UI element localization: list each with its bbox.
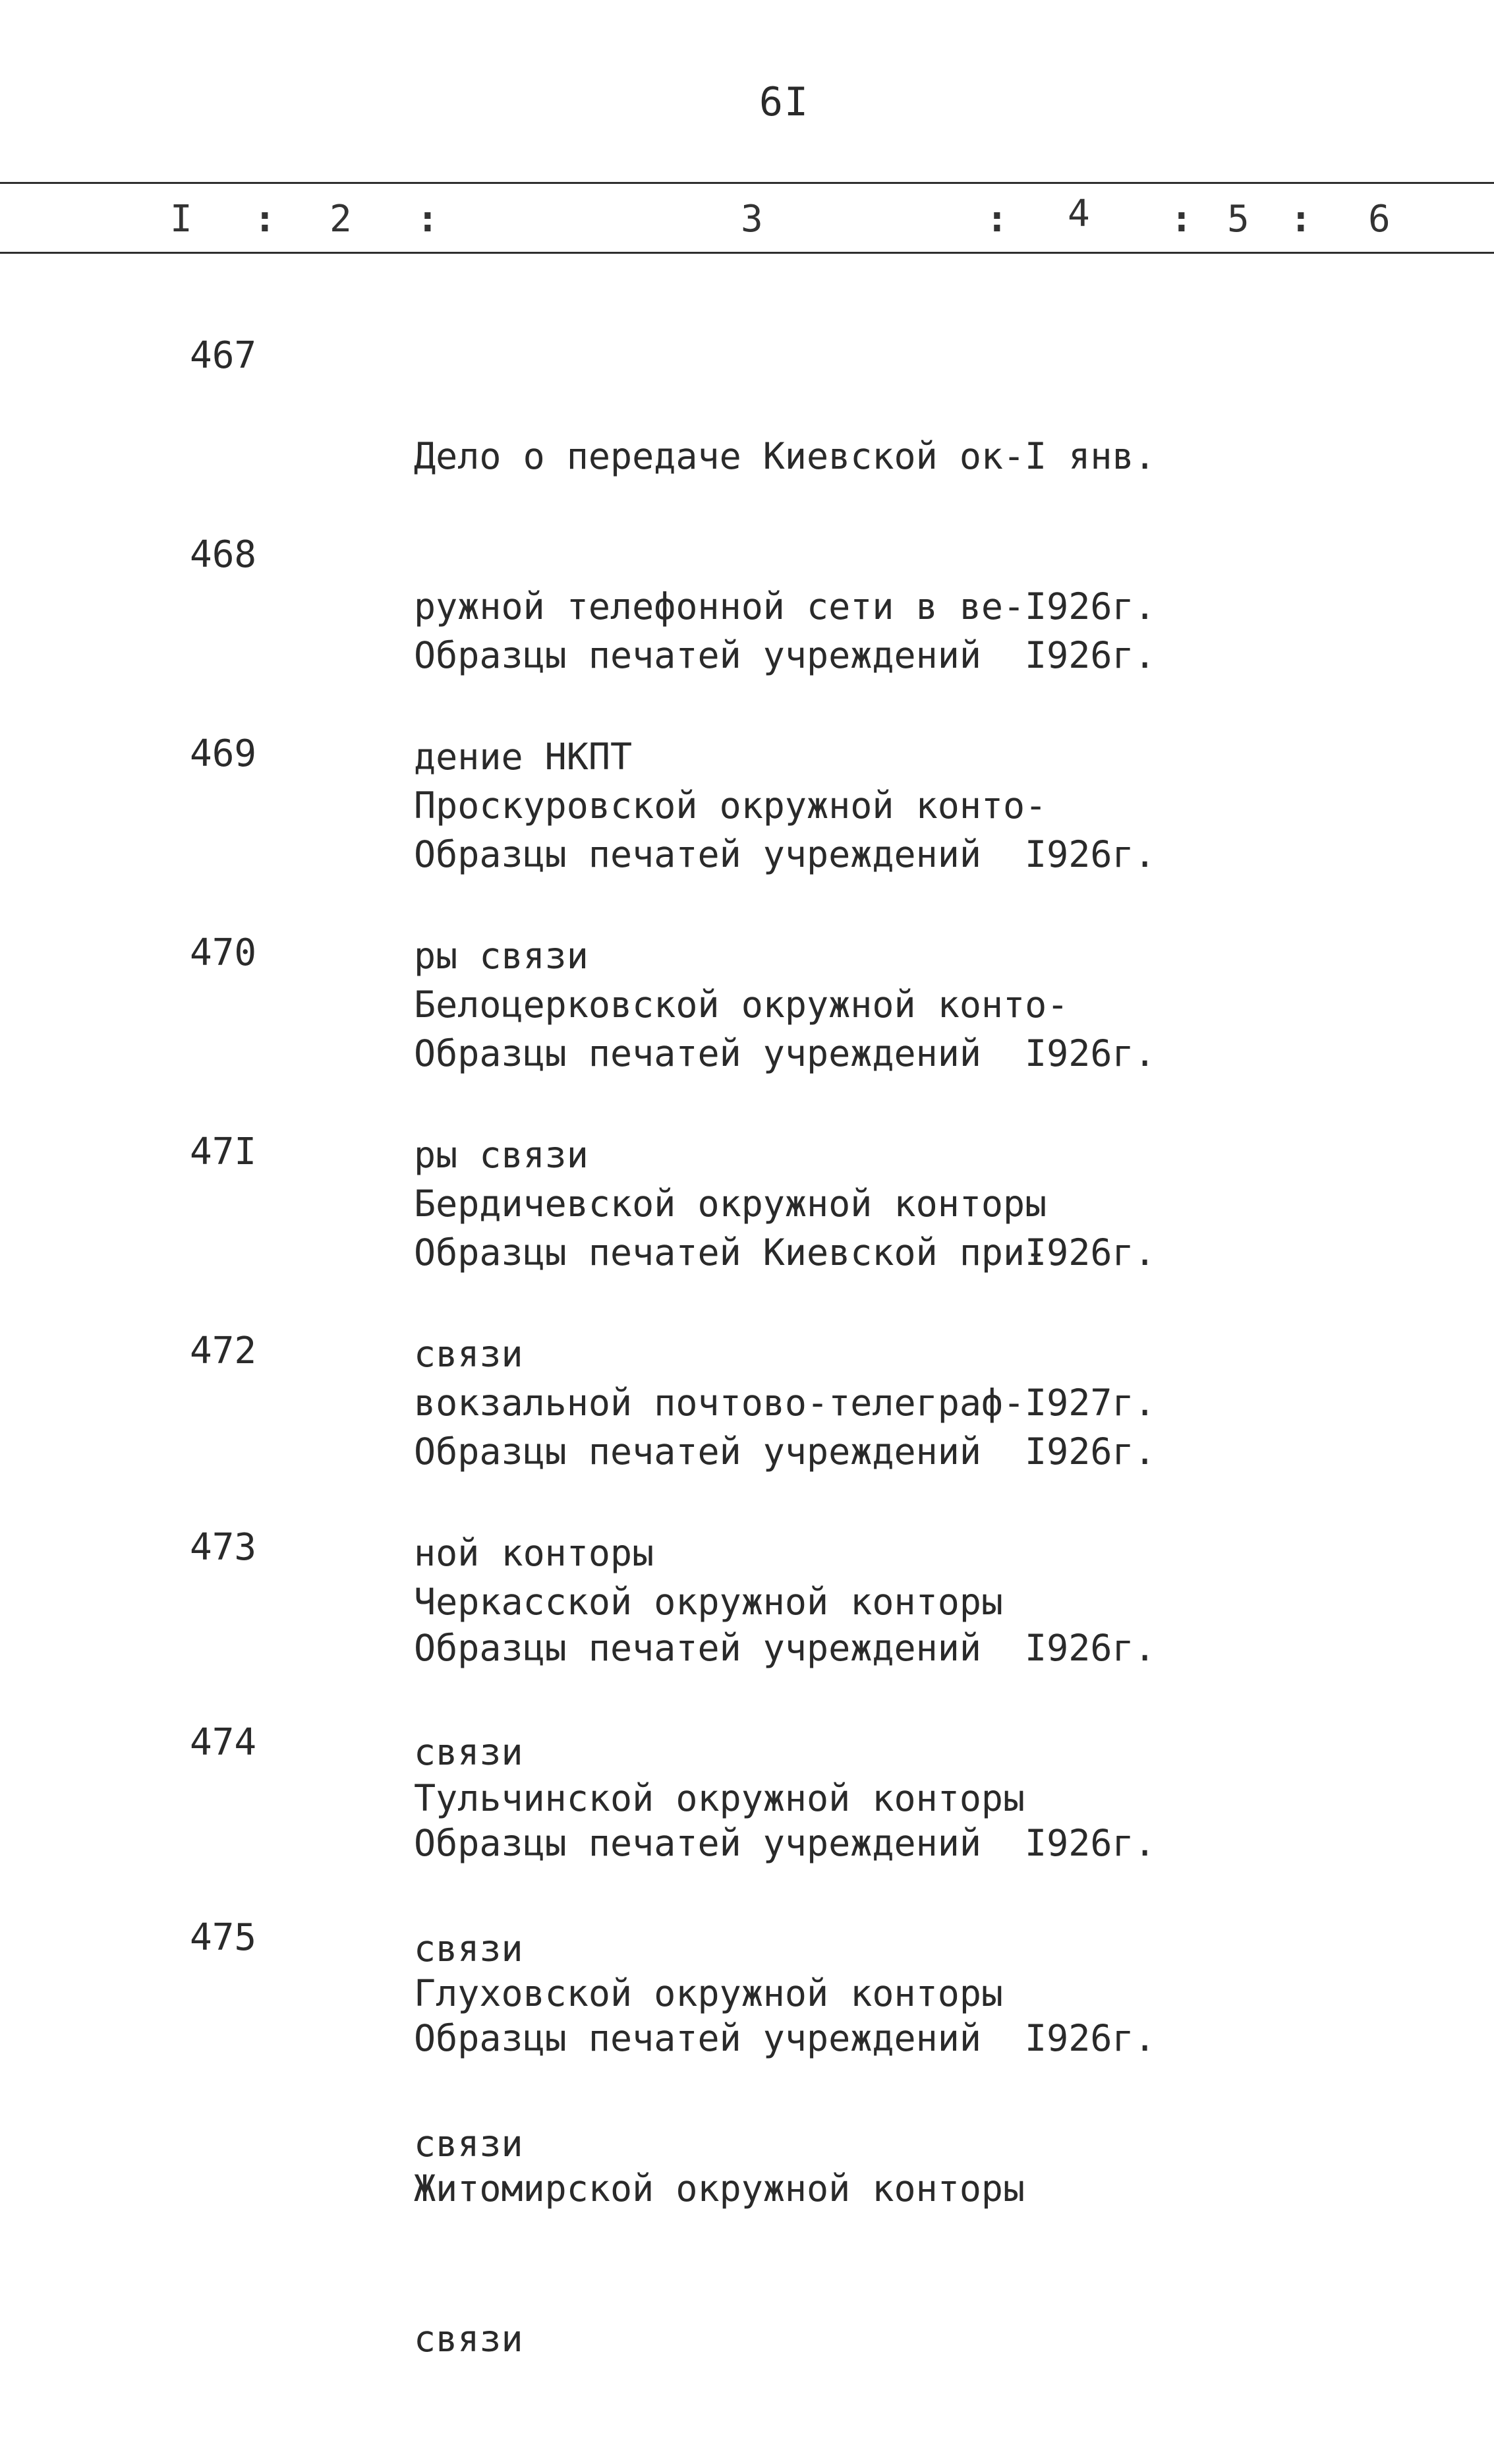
record-date-line: I926г. [1025, 1627, 1156, 1669]
record-title-line: Образцы печатей учреждений [414, 1430, 981, 1473]
column-header-5: 5 [1227, 198, 1250, 241]
record-number: 473 [190, 1526, 257, 1569]
column-header-4: 4 [1068, 192, 1090, 235]
record-title-line: ружной телефонной сети в ве- [414, 585, 1025, 628]
record-title-line: Белоцерковской окружной конто- [414, 983, 1069, 1026]
record-number: 475 [190, 1916, 257, 1959]
record-date-line: I926г. [1025, 1032, 1156, 1074]
record-title-line: ной конторы [414, 1532, 654, 1574]
record-title-line: Глуховской окружной конторы [414, 1972, 1004, 2014]
column-separator: : [254, 198, 276, 241]
column-header-1: I [170, 198, 192, 241]
page-number: 6I [759, 79, 810, 125]
record-number: 47I [190, 1130, 257, 1173]
record-title-line: Образцы печатей учреждений [414, 1627, 981, 1669]
record-title-line: Проскуровской окружной конто- [414, 784, 1047, 827]
record-date-line: I янв. [1025, 435, 1156, 477]
record-date-line: I926г. [1025, 1822, 1156, 1864]
record-title-line: Образцы печатей учреждений [414, 634, 981, 676]
record-date-line: I926г. [1025, 585, 1156, 628]
record-date-line: I926г. [1025, 833, 1156, 875]
record-date-line: I926г. [1025, 1231, 1156, 1274]
record-date-line: I927г. [1025, 1382, 1156, 1424]
record-title-line: связи [414, 1731, 523, 1773]
record-title-line: дение НКПТ [414, 736, 633, 778]
record-date-line: I926г. [1025, 2017, 1156, 2059]
record-title-line: Дело о передаче Киевской ок- [414, 435, 1025, 477]
record-title-line: связи [414, 1333, 523, 1375]
record-number: 470 [190, 931, 257, 974]
record-number: 467 [190, 334, 257, 377]
record-number: 469 [190, 732, 257, 775]
record-title-line: Черкасской окружной конторы [414, 1581, 1004, 1623]
record-title-line: Образцы печатей Киевской при- [414, 1231, 1047, 1274]
record-title-line: Образцы печатей учреждений [414, 2017, 981, 2059]
record-title-line: Житомирской окружной конторы [414, 2167, 1025, 2210]
record-title-line: вокзальной почтово-телеграф- [414, 1382, 1025, 1424]
record-title-line: связи [414, 2123, 523, 2165]
record-date-line: I926г. [1025, 634, 1156, 676]
record-title-line: связи [414, 2318, 523, 2360]
header-rule-top [0, 182, 1494, 184]
record-title-line: связи [414, 1927, 523, 1970]
column-separator: : [1290, 198, 1312, 241]
record-title-line: Тульчинской окружной конторы [414, 1777, 1025, 1819]
record-number: 472 [190, 1330, 257, 1372]
record-number: 474 [190, 1721, 257, 1764]
column-header-6: 6 [1368, 198, 1391, 241]
record-title-line: Образцы печатей учреждений [414, 1822, 981, 1864]
column-header-3: 3 [741, 198, 763, 241]
record-title-line: Бердичевской окружной конторы [414, 1183, 1047, 1225]
record-title [414, 1913, 1025, 2464]
header-rule-bottom [0, 252, 1494, 254]
record-date [1025, 1913, 1156, 2163]
record-title-line: ры связи [414, 935, 589, 977]
column-separator: : [417, 198, 439, 241]
column-separator: : [1170, 198, 1193, 241]
record-title-line: Образцы печатей учреждений [414, 1032, 981, 1074]
column-header-2: 2 [330, 198, 352, 241]
record-title-line: ры связи [414, 1134, 589, 1176]
record-row [0, 1913, 1494, 2360]
record-date-line: I926г. [1025, 1430, 1156, 1473]
column-separator: : [986, 198, 1008, 241]
record-title-line: Образцы печатей учреждений [414, 833, 981, 875]
record-number: 468 [190, 533, 257, 576]
